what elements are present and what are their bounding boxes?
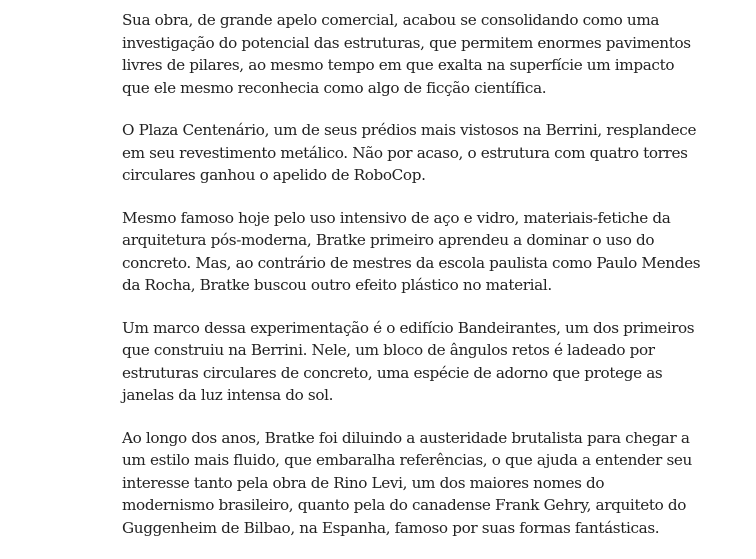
paragraph-line: um estilo mais fluido, que embaralha referências, o que ajuda a entender seu: [122, 451, 692, 469]
paragraph-line: circulares ganhou o apelido de RoboCop.: [122, 166, 426, 184]
article-body: [122, 9, 756, 559]
paragraph-line: Sua obra, de grande apelo comercial, acabou se consolidando como uma: [122, 11, 660, 29]
paragraph-line: concreto. Mas, ao contrário de mestres da escola paulista como Paulo Mendes: [122, 253, 701, 272]
paragraph-line: estruturas circulares de concreto, uma espécie de adorno que protege as: [122, 363, 663, 382]
paragraph-line: Mesmo famoso hoje pelo uso intensivo de aço e vidro, materiais-fetiche da: [122, 208, 671, 227]
paragraph-line: interesse tanto pela obra de Rino Levi, um dos maiores nomes do: [122, 473, 605, 492]
paragraph-line: que construiu na Berrini. Nele, um bloco de ângulos retos é ladeado por: [122, 341, 655, 359]
article-paragraph-5: [122, 427, 756, 540]
article-paragraph-1: [122, 9, 756, 99]
paragraph-line: da Rocha, Bratke buscou outro efeito plástico no material.: [122, 276, 552, 294]
paragraph-line: O Plaza Centenário, um de seus prédios mais vistosos na Berrini, resplandece: [122, 121, 697, 139]
article-paragraph-4: [122, 317, 756, 407]
paragraph-line: que ele mesmo reconhecia como algo de ficção científica.: [122, 78, 547, 97]
article-paragraph-2: [122, 119, 756, 187]
paragraph-line: arquitetura pós-moderna, Bratke primeiro aprendeu a dominar o uso do: [122, 231, 655, 249]
paragraph-line: Um marco dessa experimentação é o edifício Bandeirantes, um dos primeiros: [122, 318, 695, 337]
paragraph-line: Ao longo dos anos, Bratke foi diluindo a austeridade brutalista para chegar a: [122, 428, 690, 447]
paragraph-line: investigação do potencial das estruturas, que permitem enormes pavimentos: [122, 33, 691, 52]
paragraph-line: livres de pilares, ao mesmo tempo em que exalta na superfície um impacto: [122, 56, 675, 74]
article-paragraph-3: [122, 207, 756, 297]
paragraph-line: Guggenheim de Bilbao, na Espanha, famoso por suas formas fantásticas.: [122, 518, 660, 537]
paragraph-line: janelas da luz intensa do sol.: [122, 386, 334, 404]
paragraph-line: em seu revestimento metálico. Não por acaso, o estrutura com quatro torres: [122, 143, 688, 162]
paragraph-line: modernismo brasileiro, quanto pela do canadense Frank Gehry, arquiteto do: [122, 496, 687, 514]
